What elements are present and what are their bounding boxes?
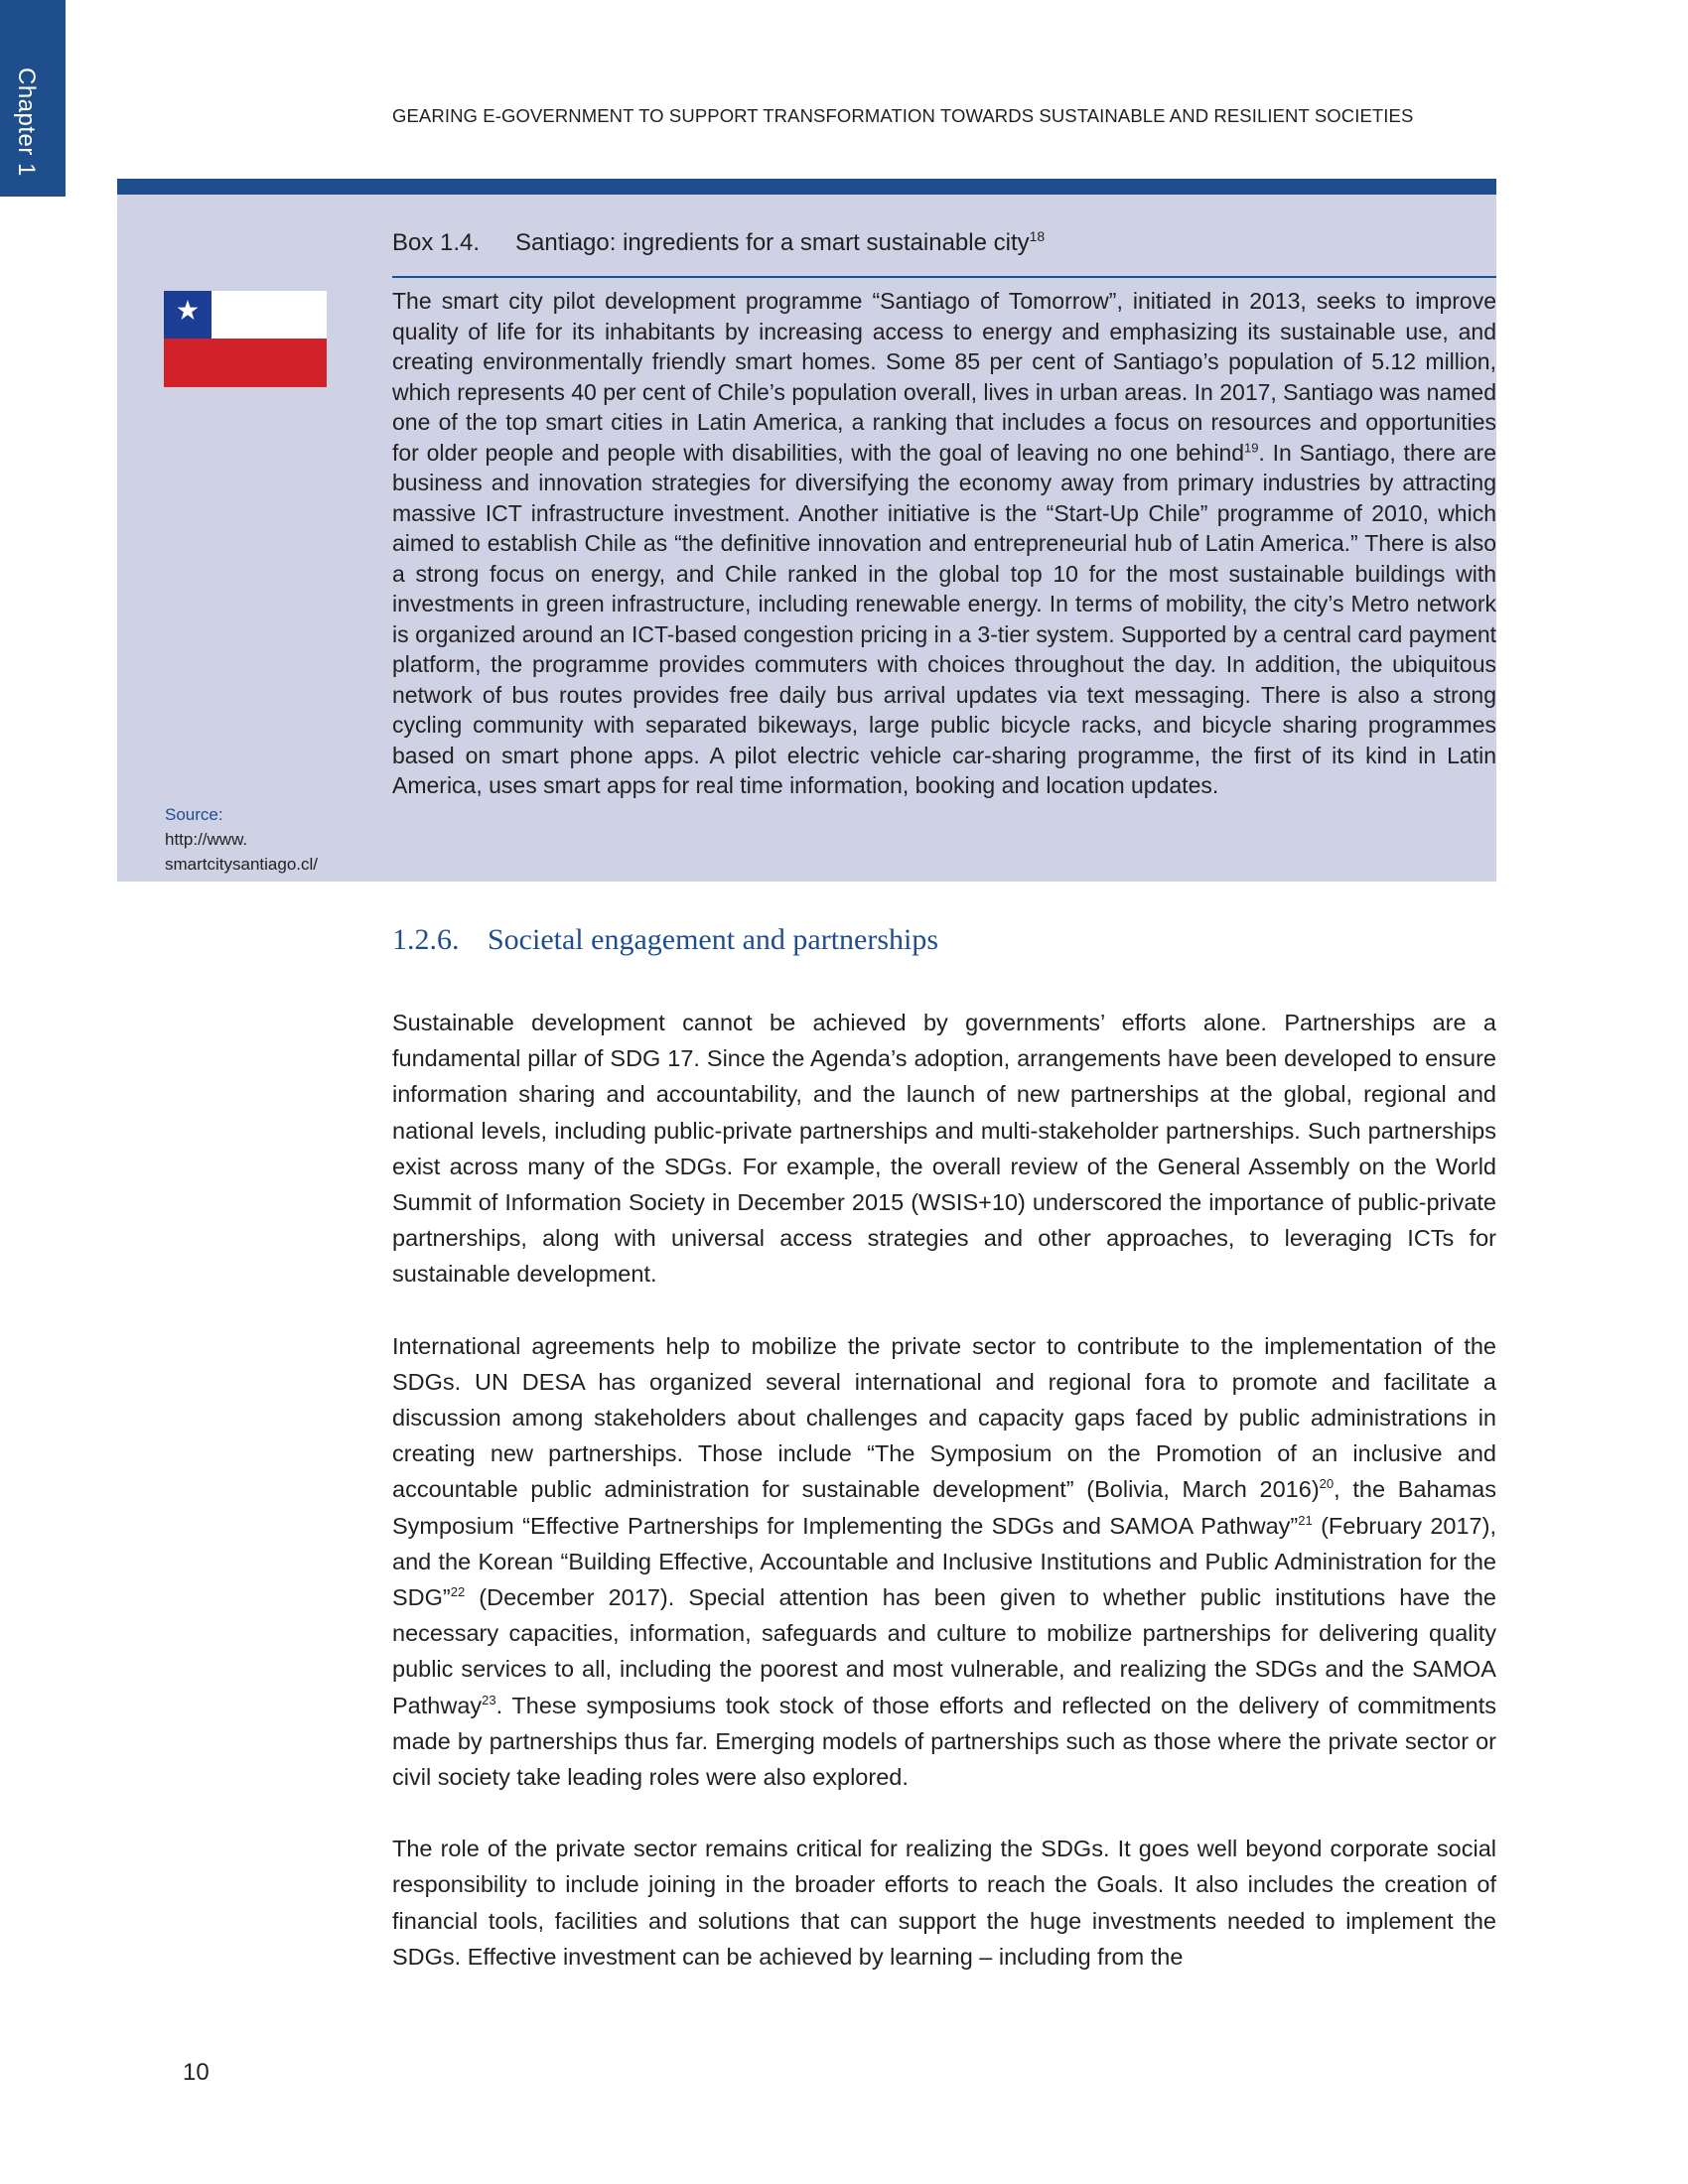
footnote-ref[interactable]: 20 — [1319, 1476, 1335, 1492]
image-source — [165, 802, 363, 877]
source-label: Source: — [165, 805, 223, 824]
section-title: Societal engagement and partnerships — [488, 923, 939, 956]
box-body-part: . In Santiago, there are business and innovation strategies for diversifying the economy away from primary industries by attracting massive ICT infrastructure investment. Another initiative is the “Start-Up Chile” programme of 2010, which aimed to establish Chile as “the definitive innovation and entrepreneurial hub of Latin America.” There is also a strong focus on energy, and Chile ranked in the global top 10 for the most sustainable buildings with investments in green infrastructure, including renewable energy. In terms of mobility, the city’s Metro network is organized around an ICT-based congestion pricing in a 3-tier system. Supported by a central card payment platform, the programme provides commuters with choices throughout the day. In addition, the ubiquitous network of bus routes provides free daily bus arrival updates via text messaging. There is also a strong cycling community with separated bikeways, large public bicycle racks, and bicycle sharing programmes based on smart phone apps. A pilot electric vehicle car-sharing programme, the first of its kind in Latin America, uses smart apps for real time information, booking and location updates. — [392, 439, 1496, 798]
flag-red-band — [164, 339, 327, 387]
main-text — [392, 1005, 1496, 2010]
footnote-ref[interactable]: 23 — [482, 1692, 496, 1707]
box-number: Box 1.4. — [392, 229, 481, 256]
chile-flag-icon — [164, 291, 327, 387]
page-number: 10 — [183, 2059, 210, 2086]
box-body-text — [392, 286, 1496, 801]
paragraph-part: (February 2017), and the Korean “Building Effective, Accountable and Inclusive Institutions and Public Administration for the SDG” — [392, 1512, 1496, 1611]
paragraph-part: International agreements help to mobilize the private sector to contribute to the implementation of the SDGs. UN DESA has organized several international and regional fora to promote and facilitate a discussion among stakeholders about challenges and capacity gaps faced by public administrations in creating new partnerships. Those include “The Symposium on the Promotion of an inclusive and accountable public administration for sustainable development” (Bolivia, March 2016) — [392, 1332, 1496, 1503]
paragraph-part: . These symposiums took stock of those efforts and reflected on the delivery of commitments made by partnerships thus far. Emerging models of partnerships such as those where the private sector or civil society take leading roles were also explored. — [392, 1692, 1496, 1791]
paragraph: Sustainable development cannot be achieved by governments’ efforts alone. Partnerships are a fundamental pillar of SDG 17. Since the Agenda’s adoption, arrangements have been developed to ensure information sharing and accountability, and the launch of new partnerships at the global, regional and national levels, including public-private partnerships and multi-stakeholder partnerships. Such partnerships exist across many of the SDGs. For example, the overall review of the General Assembly on the World Summit of Information Society in December 2015 (WSIS+10) underscored the importance of public-private partnerships, along with universal access strategies and other approaches, to leveraging ICTs for sustainable development. — [392, 1010, 1496, 1288]
box-title-footnote[interactable]: 18 — [1029, 228, 1046, 244]
source-url-line-1[interactable]: http://www. — [165, 830, 248, 849]
star-icon — [176, 299, 200, 323]
footnote-ref[interactable]: 21 — [1298, 1512, 1313, 1528]
box-title — [392, 228, 1496, 257]
footnote-ref[interactable]: 22 — [450, 1584, 466, 1600]
paragraph-part: , the Bahamas Symposium “Effective Partnerships for Implementing the SDGs and SAMOA Pathway” — [392, 1476, 1496, 1539]
chapter-tab — [0, 0, 66, 197]
section-heading — [392, 923, 1385, 957]
footnote-ref[interactable]: 19 — [1244, 439, 1259, 455]
paragraph-part: (December 2017). Special attention has been given to whether public institutions have the necessary capacities, information, safeguards and culture to mobilize partnerships for delivering quality public services to all, including the poorest and most vulnerable, and realizing the SDGs and the SAMOA Pathway — [392, 1584, 1496, 1718]
box-body-part: The smart city pilot development programme “Santiago of Tomorrow”, initiated in 2013, seeks to improve quality of life for its inhabitants by increasing access to energy and emphasizing its sustainable use, and creating environmentally friendly smart homes. Some 85 per cent of Santiago’s population of 5.12 million, which represents 40 per cent of Chile’s population overall, lives in urban areas. In 2017, Santiago was named one of the top smart cities in Latin America, a ranking that includes a focus on resources and opportunities for older people and people with disabilities, with the goal of leaving no one behind — [392, 288, 1496, 466]
paragraph: The role of the private sector remains critical for realizing the SDGs. It goes well beyond corporate social responsibility to include joining in the broader efforts to reach the Goals. It also includes the creation of financial tools, facilities and solutions that can support the huge investments needed to implement the SDGs. Effective investment can be achieved by learning – including from the — [392, 1836, 1496, 1970]
case-study-box — [117, 179, 1496, 882]
running-header: GEARING E-GOVERNMENT TO SUPPORT TRANSFORMATION TOWARDS SUSTAINABLE AND RESILIENT SOCIETIES — [392, 105, 1414, 126]
section-number: 1.2.6. — [392, 923, 460, 956]
box-title-text: Santiago: ingredients for a smart sustainable city — [515, 229, 1030, 256]
paragraph — [392, 1328, 1496, 1796]
box-title-rule — [392, 276, 1496, 278]
chapter-tab-label: Chapter 1 — [13, 68, 40, 177]
source-url-line-2[interactable]: smartcitysantiago.cl/ — [165, 855, 318, 874]
